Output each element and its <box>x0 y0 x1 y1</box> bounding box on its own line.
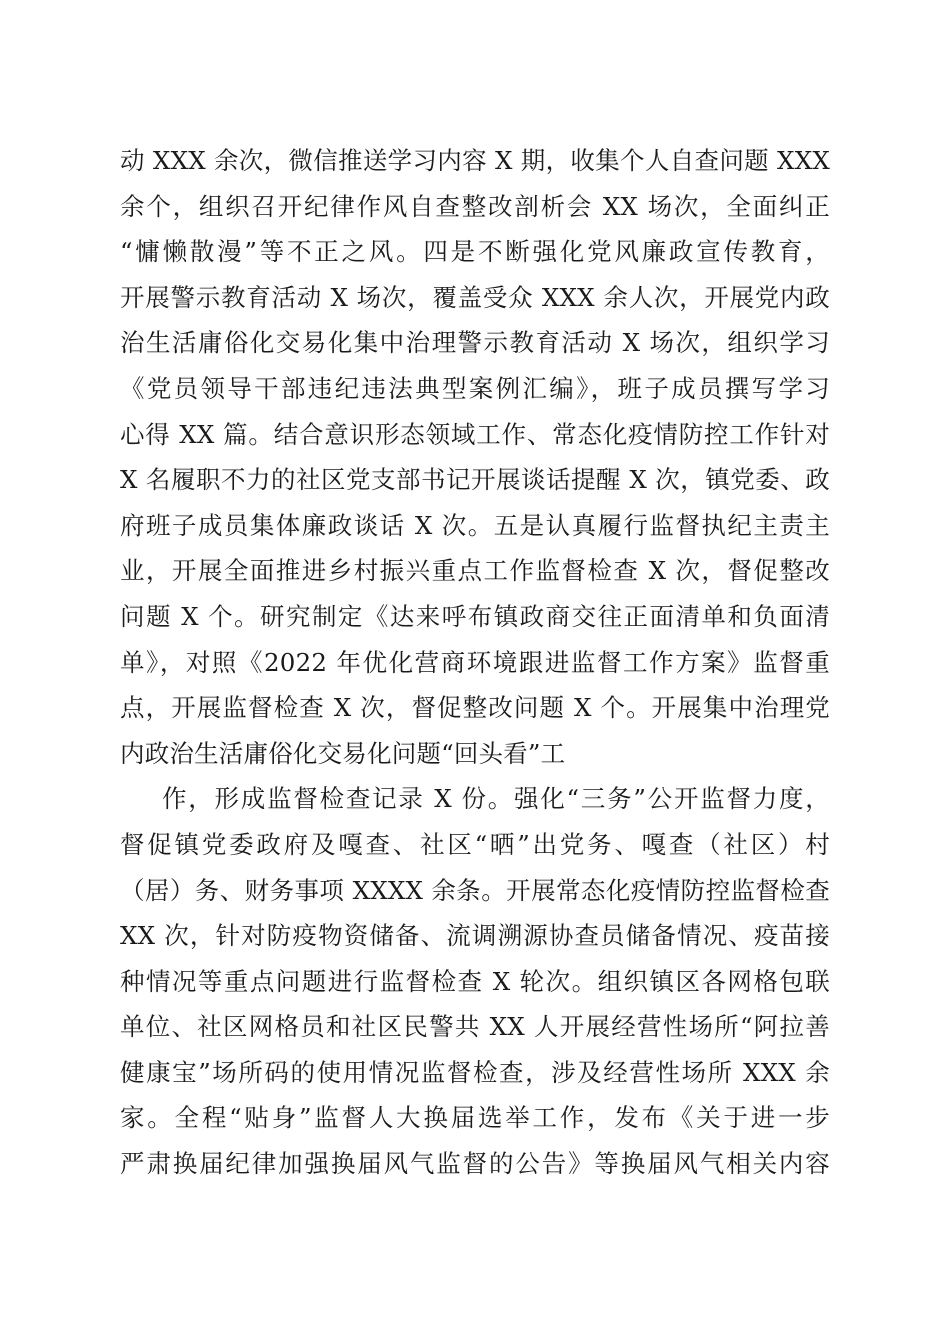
text-line: X 名履职不力的社区党支部书记开展谈话提醒 X 次，镇党委、政 <box>120 465 830 495</box>
text-line: “慵懒散漫”等不正之风。四是不断强化党风廉政宣传教育， <box>120 237 830 267</box>
text-line: 心得 XX 篇。结合意识形态领域工作、常态化疫情防控工作针对 <box>120 419 830 449</box>
paragraph-first-line: 作，形成监督检查记录 X 份。强化“三务”公开监督力度， <box>162 784 830 814</box>
text-line: 问题 X 个。研究制定《达来呼布镇政商交往正面清单和负面清 <box>120 601 830 631</box>
text-line: 严肃换届纪律加强换届风气监督的公告》等换届风气相关内容 <box>120 1149 830 1179</box>
text-line: 单》，对照《2022 年优化营商环境跟进监督工作方案》监督重 <box>120 647 830 677</box>
text-line: 业，开展全面推进乡村振兴重点工作监督检查 X 次，督促整改 <box>120 556 830 586</box>
text-line: 健康宝”场所码的使用情况监督检查，涉及经营性场所 XXX 余 <box>120 1057 830 1087</box>
text-line: 开展警示教育活动 X 场次，覆盖受众 XXX 余人次，开展党内政 <box>120 282 830 312</box>
text-line: 家。全程“贴身”监督人大换届选举工作，发布《关于进一步 <box>120 1103 830 1133</box>
text-line: 种情况等重点问题进行监督检查 X 轮次。组织镇区各网格包联 <box>120 966 830 996</box>
text-line: 内政治生活庸俗化交易化问题“回头看”工 <box>120 738 566 768</box>
text-line: （居）务、财务事项 XXXX 余条。开展常态化疫情防控监督检查 <box>120 875 830 905</box>
text-line: 《党员领导干部违纪违法典型案例汇编》，班子成员撰写学习 <box>120 373 830 403</box>
text-line: 单位、社区网格员和社区民警共 XX 人开展经营性场所“阿拉善 <box>120 1012 830 1042</box>
text-line: 督促镇党委政府及嘎查、社区“晒”出党务、嘎查（社区）村 <box>120 829 830 859</box>
text-line: 府班子成员集体廉政谈话 X 次。五是认真履行监督执纪主责主 <box>120 510 830 540</box>
body-text <box>120 138 830 1187</box>
text-line: 余个，组织召开纪律作风自查整改剖析会 XX 场次，全面纠正 <box>120 191 830 221</box>
text-line: 治生活庸俗化交易化集中治理警示教育活动 X 场次，组织学习 <box>120 328 830 358</box>
text-line: 动 XXX 余次，微信推送学习内容 X 期，收集个人自查问题 XXX <box>120 146 830 175</box>
text-line: XX 次，针对防疫物资储备、流调溯源协查员储备情况、疫苗接 <box>120 921 830 951</box>
text-line: 点，开展监督检查 X 次，督促整改问题 X 个。开展集中治理党 <box>120 693 830 723</box>
